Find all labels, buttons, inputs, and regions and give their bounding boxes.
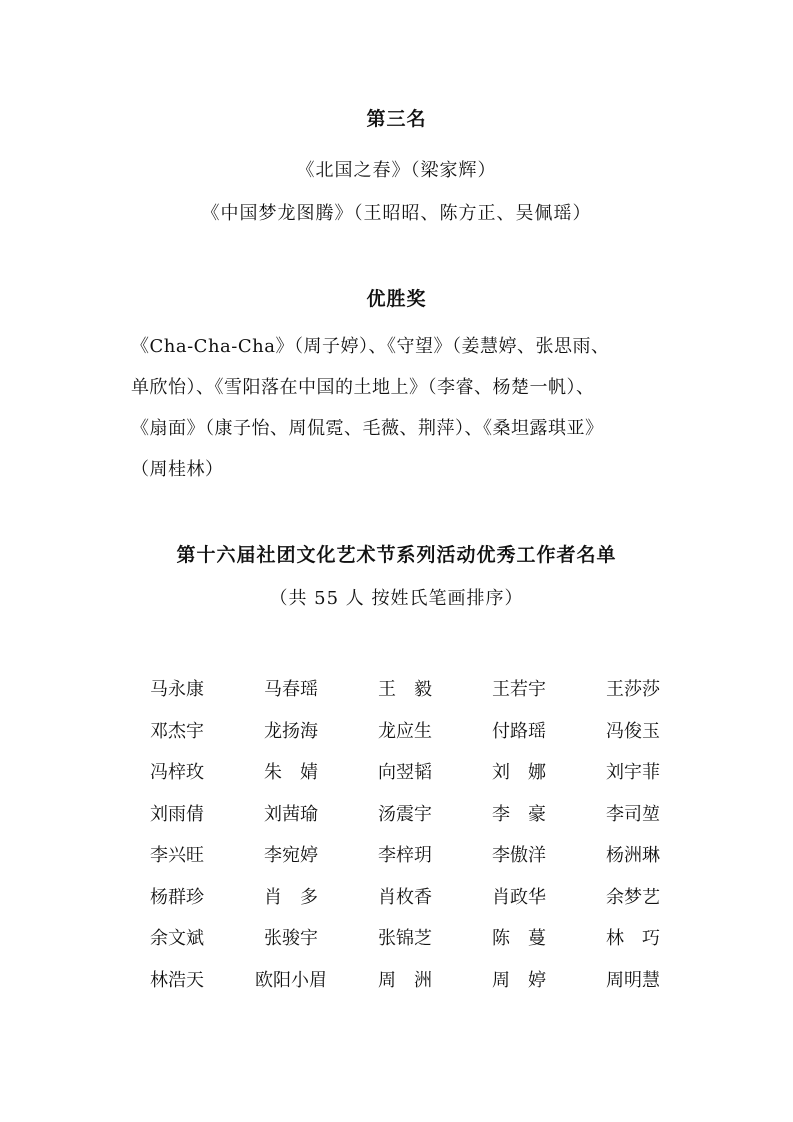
worker-name: 杨洲琳 (606, 845, 660, 866)
worker-name: 朱 婧 (264, 762, 318, 783)
worker-name: 李梓玥 (378, 845, 432, 866)
worker-name: 李司堃 (606, 803, 660, 825)
worker-name: 肖 多 (264, 886, 318, 908)
worker-name: 肖政华 (492, 886, 546, 908)
merit-award-heading: 优胜奖 (366, 288, 427, 310)
worker-name: 张骏宇 (264, 928, 318, 949)
merit-award-line-3: 《扇面》（康子怡、周侃霓、毛薇、荆萍）、《桑坦露琪亚》 (131, 418, 604, 439)
worker-name: 邓杰宇 (150, 720, 204, 742)
worker-name: 余文斌 (150, 928, 204, 949)
worker-name: 冯梓玫 (150, 762, 204, 783)
worker-name: 向翌韬 (378, 762, 432, 783)
worker-name: 王莎莎 (606, 679, 660, 700)
worker-name: 周 洲 (378, 969, 432, 991)
worker-name: 王若宇 (492, 679, 546, 700)
worker-name: 刘宇菲 (606, 762, 660, 783)
worker-name: 王 毅 (378, 679, 432, 700)
worker-name: 林 巧 (606, 928, 660, 949)
worker-name: 李兴旺 (150, 845, 204, 866)
merit-award-line-2: 单欣怡）、《雪阳落在中国的土地上》（李睿、杨楚一帆）、 (131, 377, 595, 398)
worker-name: 刘 娜 (492, 762, 546, 783)
worker-name: 龙应生 (378, 720, 432, 742)
merit-award-line-1: 《Cha-Cha-Cha》（周子婷）、《守望》（姜慧婷、张思雨、 (131, 336, 610, 357)
worker-name: 付路瑶 (492, 720, 546, 742)
worker-name: 刘茜瑜 (264, 803, 318, 825)
worker-name: 李 豪 (492, 803, 546, 825)
merit-award-line-4: （周桂林） (131, 459, 224, 480)
worker-name: 肖枚香 (378, 886, 432, 908)
worker-name: 龙扬海 (264, 720, 318, 742)
worker-name: 冯俊玉 (606, 720, 660, 742)
worker-name: 张锦芝 (378, 928, 432, 949)
worker-name: 杨群珍 (150, 886, 204, 908)
worker-name: 余梦艺 (606, 886, 660, 908)
worker-name: 林浩天 (150, 969, 204, 991)
worker-name: 李傲洋 (492, 845, 546, 866)
worker-name: 马春瑶 (264, 679, 318, 700)
worker-name: 马永康 (150, 679, 204, 700)
workers-subtitle: （共 55 人 按姓氏笔画排序） (269, 588, 524, 609)
third-place-heading: 第三名 (366, 108, 427, 130)
merit-award-paragraph (131, 326, 676, 490)
worker-name: 周明慧 (606, 969, 660, 991)
worker-name: 汤震宇 (378, 803, 432, 825)
third-place-entry-1: 《北国之春》（梁家辉） (296, 160, 497, 181)
worker-name: 欧阳小眉 (255, 969, 327, 991)
worker-name: 刘雨倩 (150, 803, 204, 825)
worker-name: 陈 蔓 (492, 928, 546, 949)
workers-title: 第十六届社团文化艺术节系列活动优秀工作者名单 (176, 544, 617, 566)
worker-name: 李宛婷 (264, 845, 318, 866)
worker-name: 周 婷 (492, 969, 546, 991)
workers-name-grid (120, 672, 690, 1004)
third-place-entry-2: 《中国梦龙图腾》（王昭昭、陈方正、吴佩瑶） (201, 203, 592, 224)
